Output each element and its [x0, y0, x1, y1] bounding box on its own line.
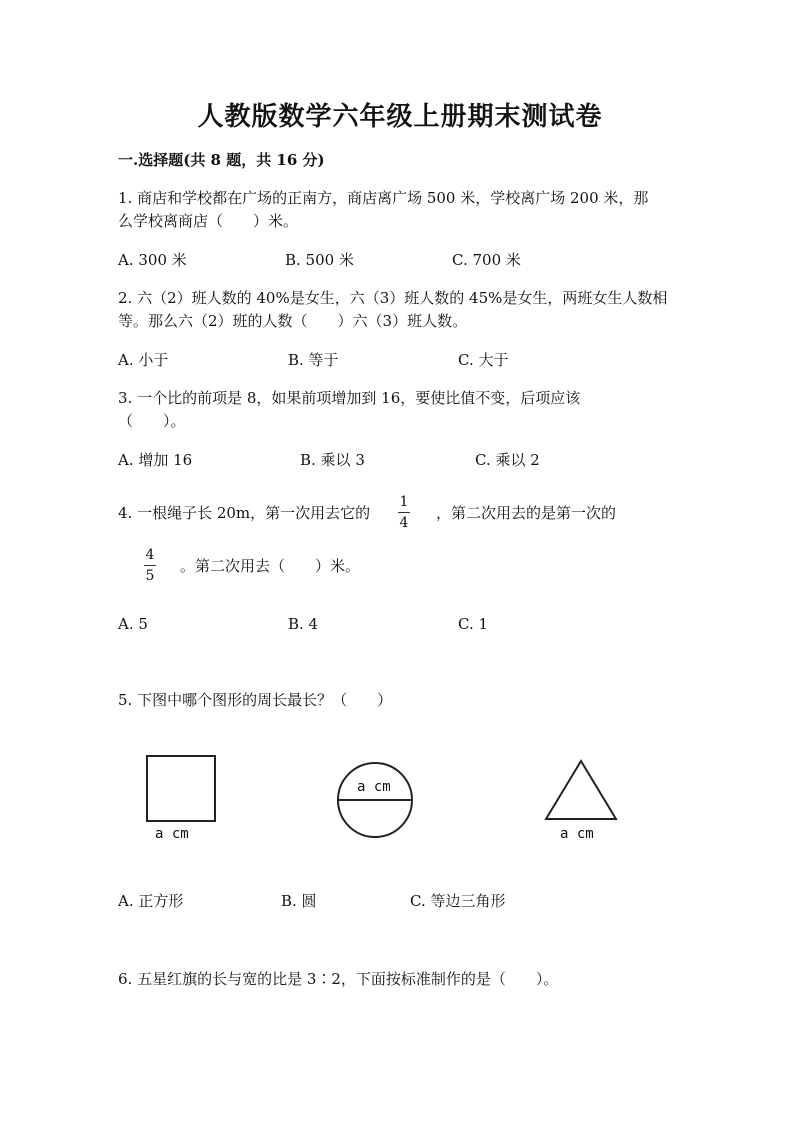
triangle-outline [546, 761, 616, 819]
question-3-option-b: B. 乘以 3 [300, 451, 365, 469]
question-4-part-1: 4. 一根绳子长 20m，第一次用去它的 [118, 504, 371, 522]
fraction-bar [144, 565, 156, 566]
question-3-line-2: （ ）。 [118, 412, 186, 430]
question-1-option-c: C. 700 米 [452, 251, 521, 269]
square-figure [146, 755, 216, 822]
question-4-option-b: B. 4 [288, 615, 319, 633]
question-5-text: 5. 下图中哪个图形的周长最长？（ ） [118, 691, 393, 709]
question-3-line-1: 3. 一个比的前项是 8，如果前项增加到 16，要使比值不变，后项应该 [118, 389, 581, 407]
question-3-option-a: A. 增加 16 [118, 451, 193, 469]
question-5-option-c: C. 等边三角形 [410, 892, 506, 910]
question-4-part-3: 。第二次用去（ ）米。 [180, 557, 361, 575]
question-4-option-c: C. 1 [458, 615, 489, 633]
page-title: 人教版数学六年级上册期末测试卷 [197, 102, 603, 132]
question-4-option-a: A. 5 [118, 615, 148, 633]
square-side-label: a cm [155, 826, 189, 842]
question-1-option-b: B. 500 米 [285, 251, 354, 269]
question-2-option-c: C. 大于 [458, 351, 509, 369]
fraction-denominator: 4 [399, 515, 409, 531]
triangle-side-label: a cm [560, 826, 594, 842]
section-heading: 一.选择题(共 8 题，共 16 分) [118, 151, 325, 169]
question-1-line-2: 么学校离商店（ ）米。 [118, 212, 299, 230]
circle-figure [335, 760, 415, 840]
question-1-option-a: A. 300 米 [118, 251, 187, 269]
fraction-bar [398, 512, 410, 513]
fraction-denominator: 5 [145, 568, 155, 584]
question-2-option-a: A. 小于 [118, 351, 169, 369]
question-2-line-2: 等。那么六（2）班的人数（ ）六（3）班人数。 [118, 312, 468, 330]
circle-diameter-label: a cm [357, 779, 391, 795]
question-2-option-b: B. 等于 [288, 351, 339, 369]
question-5-option-b: B. 圆 [281, 892, 317, 910]
triangle-figure [543, 758, 619, 822]
question-3-option-c: C. 乘以 2 [475, 451, 540, 469]
question-1-line-1: 1. 商店和学校都在广场的正南方，商店离广场 500 米，学校离广场 200 米，那 [118, 189, 649, 207]
fraction-one-quarter [393, 495, 415, 530]
question-4-part-2: ，第二次用去的是第一次的 [436, 504, 617, 522]
fraction-numerator: 1 [399, 494, 409, 510]
fraction-four-fifths [139, 548, 161, 583]
question-5-option-a: A. 正方形 [118, 892, 184, 910]
fraction-numerator: 4 [145, 547, 155, 563]
question-6-text: 6. 五星红旗的长与宽的比是 3∶2，下面按标准制作的是（ ）。 [118, 970, 559, 988]
question-2-line-1: 2. 六（2）班人数的 40%是女生，六（3）班人数的 45%是女生，两班女生人数相 [118, 289, 668, 307]
